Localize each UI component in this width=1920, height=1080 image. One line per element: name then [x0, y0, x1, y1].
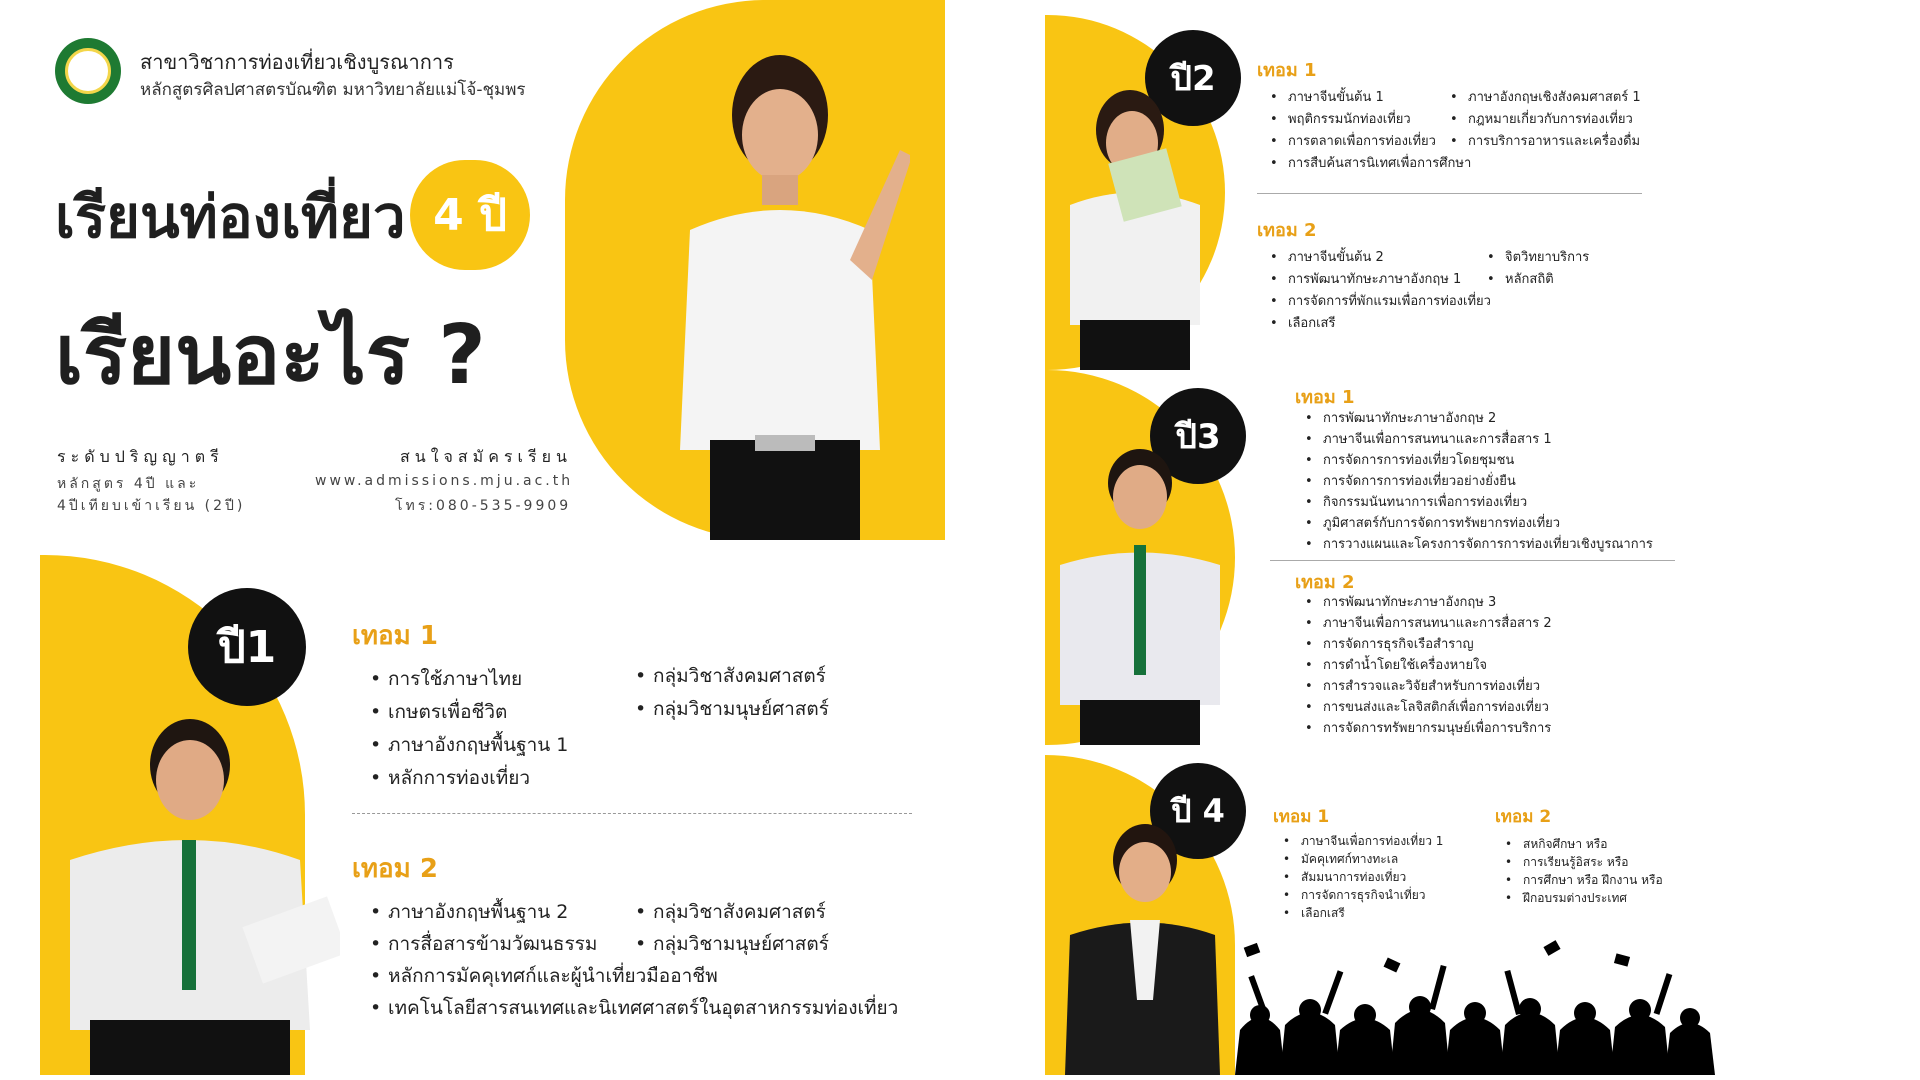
list-item-continuation — [1505, 889, 1663, 907]
year3-term-divider — [1270, 560, 1675, 561]
list-item: • กฎหมายเกี่ยวกับการท่องเที่ยว — [1450, 109, 1641, 131]
year2-badge-text: ปี2 — [1170, 59, 1216, 99]
list-item: • การวางแผนและโครงการจัดการการท่องเที่ยวเชิงบูรณาการ — [1305, 534, 1653, 555]
year2-student-photo — [1060, 85, 1210, 370]
list-item: • เกษตรเพื่อชีวิต — [370, 696, 568, 729]
list-item: • พฤติกรรมนักท่องเที่ยว — [1270, 109, 1471, 131]
logo-seal-icon — [65, 48, 111, 94]
list-item: • จิตวิทยาบริการ — [1487, 247, 1589, 269]
list-item: • การสื่อสารข้ามวัฒนธรรม — [370, 928, 898, 960]
hero-title-line2: เรียนอะไร ? — [55, 308, 486, 403]
year4-student-photo — [1055, 820, 1230, 1075]
year2-term-divider — [1257, 193, 1642, 194]
list-item: • การใช้ภาษาไทย — [370, 663, 568, 696]
year3-term2-list — [1305, 592, 1552, 739]
year3-term1-label: เทอม 1 — [1295, 387, 1355, 408]
year1-badge — [188, 588, 306, 706]
list-item: • หลักการมัคคุเทศก์และผู้นำเที่ยวมืออาชีพ — [370, 960, 898, 992]
list-item: • ภาษาจีนเพื่อการท่องเที่ยว 1 — [1283, 832, 1443, 850]
list-item: • ภาษาจีนขั้นต้น 1 — [1270, 87, 1471, 109]
list-item: • การสืบค้นสารนิเทศเพื่อการศึกษา — [1270, 153, 1471, 175]
list-item: • การพัฒนาทักษะภาษาอังกฤษ 1 — [1270, 269, 1491, 291]
list-item: • การจัดการที่พักแรมเพื่อการท่องเที่ยว — [1270, 291, 1491, 313]
year2-term1-col2 — [1450, 87, 1641, 153]
list-item: • ภาษาจีนเพื่อการสนทนาและการสื่อสาร 1 — [1305, 429, 1653, 450]
year4-term2-list — [1505, 835, 1663, 907]
list-item: • กลุ่มวิชาสังคมศาสตร์ — [635, 660, 829, 693]
year1-term2-col2 — [635, 896, 829, 960]
list-item: • การตลาดเพื่อการท่องเที่ยว — [1270, 131, 1471, 153]
list-item-text: ฝึกอบรมต่างประเทศ — [1523, 891, 1628, 905]
list-item: • ภาษาอังกฤษเชิงสังคมศาสตร์ 1 — [1450, 87, 1641, 109]
degree-line1: หลักสูตร 4ปี และ — [57, 476, 200, 492]
list-item: • กลุ่มวิชามนุษย์ศาสตร์ — [635, 693, 829, 726]
list-item: • หลักสถิติ — [1487, 269, 1589, 291]
year1-term1-col1 — [370, 663, 568, 795]
degree-title: ระดับปริญญาตรี — [57, 447, 224, 466]
year4-term1-list — [1283, 832, 1443, 922]
list-item: • กลุ่มวิชามนุษย์ศาสตร์ — [635, 928, 829, 960]
list-item: • การสำรวจและวิจัยสำหรับการท่องเที่ยว — [1305, 676, 1552, 697]
year2-term2-col1 — [1270, 247, 1491, 335]
year2-term2-label: เทอม 2 — [1257, 220, 1317, 241]
years-badge — [410, 160, 530, 270]
year4-term1-label: เทอม 1 — [1273, 807, 1330, 827]
list-item: • การศึกษา หรือ ฝึกงาน หรือ — [1505, 871, 1663, 889]
department-name: สาขาวิชาการท่องเที่ยวเชิงบูรณาการ — [140, 50, 454, 74]
graduates-silhouette-icon — [1235, 935, 1715, 1075]
program-name: หลักสูตรศิลปศาสตรบัณฑิต มหาวิทยาลัยแม่โจ้-ชุมพร — [140, 80, 526, 100]
year1-term-divider — [352, 813, 912, 814]
year1-badge-text: ปี1 — [217, 622, 277, 673]
list-item: • ภาษาจีนเพื่อการสนทนาและการสื่อสาร 2 — [1305, 613, 1552, 634]
list-item: • กลุ่มวิชาสังคมศาสตร์ — [635, 896, 829, 928]
years-badge-text: 4 ปี — [433, 190, 507, 241]
hero-student-photo — [650, 30, 910, 540]
list-item: • การจัดการธุรกิจเรือสำราญ — [1305, 634, 1552, 655]
list-item: • การพัฒนาทักษะภาษาอังกฤษ 3 — [1305, 592, 1552, 613]
list-item: • การบริการอาหารและเครื่องดื่ม — [1450, 131, 1641, 153]
list-item: • การจัดการการท่องเที่ยวโดยชุมชน — [1305, 450, 1653, 471]
phone-number: โทร:080-535-9909 — [395, 498, 572, 514]
list-item: • เลือกเสรี — [1283, 904, 1443, 922]
contact-title: สนใจสมัครเรียน — [400, 447, 572, 466]
year4-term2-label: เทอม 2 — [1495, 807, 1552, 827]
list-item: • การเรียนรู้อิสระ หรือ — [1505, 853, 1663, 871]
year3-badge-text: ปี3 — [1175, 417, 1221, 457]
list-item: • สัมมนาการท่องเที่ยว — [1283, 868, 1443, 886]
list-item: • กิจกรรมนันทนาการเพื่อการท่องเที่ยว — [1305, 492, 1653, 513]
list-item: • ภาษาจีนขั้นต้น 2 — [1270, 247, 1491, 269]
website-link[interactable]: www.admissions.mju.ac.th — [315, 473, 574, 489]
year2-term2-col2 — [1487, 247, 1589, 291]
list-item: • เลือกเสรี — [1270, 313, 1491, 335]
hero-title-line1: เรียนท่องเที่ยว — [55, 183, 406, 251]
list-item: • การขนส่งและโลจิสติกส์เพื่อการท่องเที่ยว — [1305, 697, 1552, 718]
year4-badge-text: ปี 4 — [1171, 791, 1225, 830]
year1-term1-col2 — [635, 660, 829, 726]
list-item: • การจัดการการท่องเที่ยวอย่างยั่งยืน — [1305, 471, 1653, 492]
list-item: • หลักการท่องเที่ยว — [370, 762, 568, 795]
year3-term2-label: เทอม 2 — [1295, 572, 1355, 593]
list-item: • การพัฒนาทักษะภาษาอังกฤษ 2 — [1305, 408, 1653, 429]
degree-line2: 4ปีเทียบเข้าเรียน (2ปี) — [57, 498, 246, 514]
year2-term1-label: เทอม 1 — [1257, 60, 1317, 81]
list-item: • มัคคุเทศก์ทางทะเล — [1283, 850, 1443, 868]
list-item: • การจัดการทรัพยากรมนุษย์เพื่อการบริการ — [1305, 718, 1552, 739]
year3-term1-list — [1305, 408, 1653, 555]
year3-student-photo — [1050, 445, 1230, 745]
year1-term1-label: เทอม 1 — [352, 621, 438, 651]
list-item: • เทคโนโลยีสารสนเทศและนิเทศศาสตร์ในอุตสาหกรรมท่องเที่ยว — [370, 992, 898, 1024]
year2-term1-col1 — [1270, 87, 1471, 175]
year1-student-photo — [50, 710, 340, 1075]
list-item: • การดำน้ำโดยใช้เครื่องหายใจ — [1305, 655, 1552, 676]
list-item: • ภูมิศาสตร์กับการจัดการทรัพยากรท่องเที่ยว — [1305, 513, 1653, 534]
list-item: • สหกิจศึกษา หรือ — [1505, 835, 1663, 853]
list-item: • ภาษาอังกฤษพื้นฐาน 2 — [370, 896, 898, 928]
university-logo — [55, 38, 121, 104]
year1-term2-label: เทอม 2 — [352, 854, 438, 884]
list-item: • การจัดการธุรกิจนำเที่ยว — [1283, 886, 1443, 904]
list-item: • ภาษาอังกฤษพื้นฐาน 1 — [370, 729, 568, 762]
